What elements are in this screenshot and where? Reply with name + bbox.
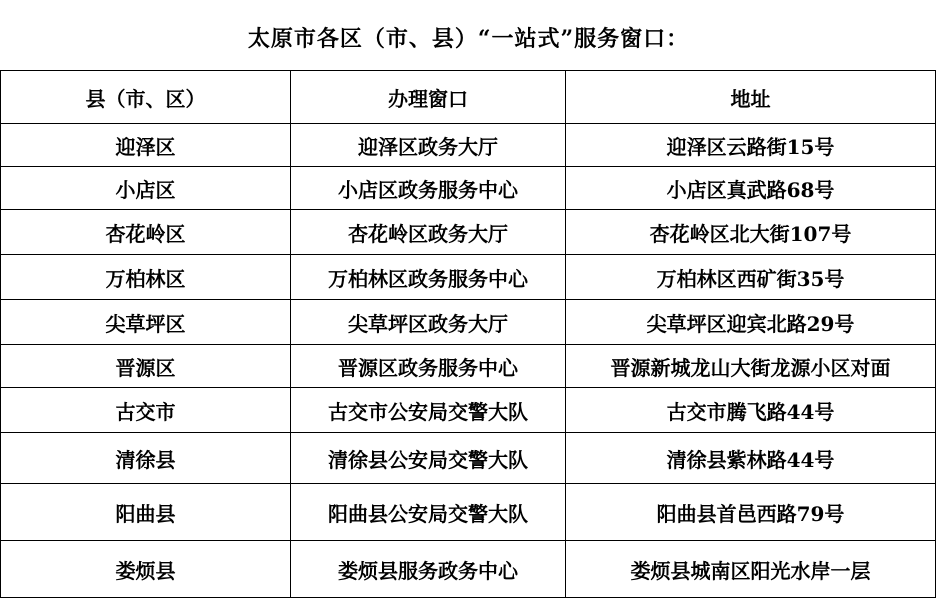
service-window-table (0, 70, 936, 598)
district-cell: 尖草坪区 (1, 300, 291, 345)
window-cell: 万柏林区政务服务中心 (291, 255, 566, 300)
district-cell: 万柏林区 (1, 255, 291, 300)
district-cell: 小店区 (1, 167, 291, 210)
table-header-row (1, 71, 936, 124)
district-cell: 迎泽区 (1, 124, 291, 167)
address-cell: 阳曲县首邑西路79号 (566, 484, 936, 541)
window-cell: 迎泽区政务大厅 (291, 124, 566, 167)
window-cell: 古交市公安局交警大队 (291, 388, 566, 433)
table-row (1, 255, 936, 300)
district-cell: 清徐县 (1, 433, 291, 484)
district-cell: 阳曲县 (1, 484, 291, 541)
table-row (1, 167, 936, 210)
column-header-window: 办理窗口 (291, 71, 566, 124)
address-cell: 迎泽区云路街15号 (566, 124, 936, 167)
window-cell: 尖草坪区政务大厅 (291, 300, 566, 345)
district-cell: 杏花岭区 (1, 210, 291, 255)
table-row (1, 433, 936, 484)
address-cell: 尖草坪区迎宾北路29号 (566, 300, 936, 345)
address-cell: 清徐县紫林路44号 (566, 433, 936, 484)
window-cell: 小店区政务服务中心 (291, 167, 566, 210)
table-row (1, 541, 936, 598)
address-cell: 古交市腾飞路44号 (566, 388, 936, 433)
table-row (1, 388, 936, 433)
district-cell: 娄烦县 (1, 541, 291, 598)
table-row (1, 345, 936, 388)
address-cell: 万柏林区西矿街35号 (566, 255, 936, 300)
district-cell: 晋源区 (1, 345, 291, 388)
address-cell: 小店区真武路68号 (566, 167, 936, 210)
table-row (1, 300, 936, 345)
column-header-address: 地址 (566, 71, 936, 124)
page-title: 太原市各区（市、县）“一站式”服务窗口： (247, 26, 690, 52)
district-cell: 古交市 (1, 388, 291, 433)
window-cell: 晋源区政务服务中心 (291, 345, 566, 388)
address-cell: 娄烦县城南区阳光水岸一层 (566, 541, 936, 598)
window-cell: 娄烦县服务政务中心 (291, 541, 566, 598)
table-row (1, 484, 936, 541)
address-cell: 晋源新城龙山大街龙源小区对面 (566, 345, 936, 388)
table-row (1, 124, 936, 167)
window-cell: 清徐县公安局交警大队 (291, 433, 566, 484)
address-cell: 杏花岭区北大街107号 (566, 210, 936, 255)
window-cell: 阳曲县公安局交警大队 (291, 484, 566, 541)
table-row (1, 210, 936, 255)
column-header-district: 县（市、区） (1, 71, 291, 124)
window-cell: 杏花岭区政务大厅 (291, 210, 566, 255)
